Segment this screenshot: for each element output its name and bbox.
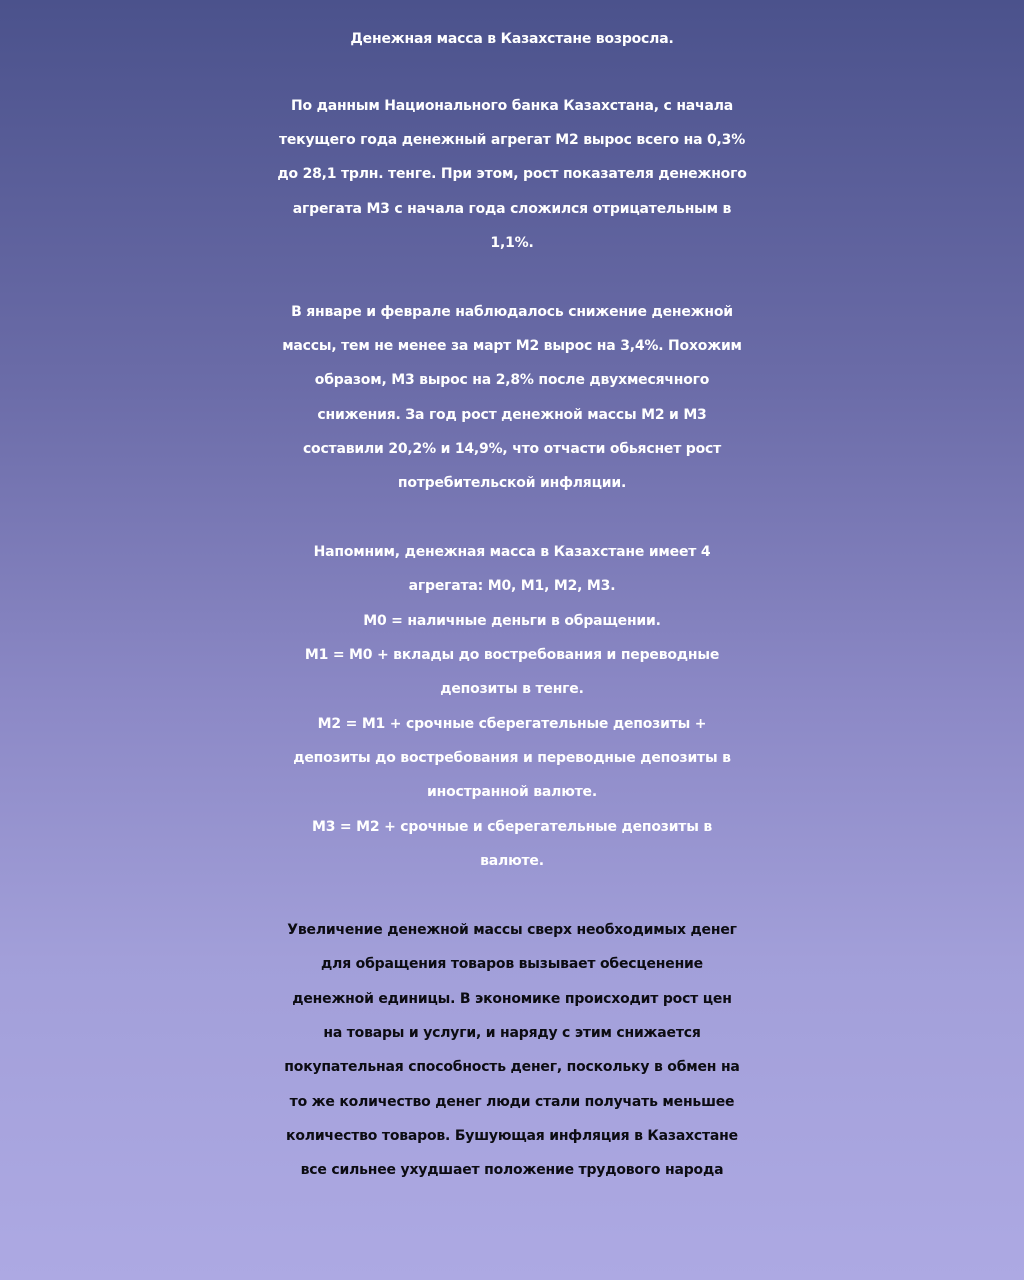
paragraph-2-line: составили 20,2% и 14,9%, что отчасти обьяснет рост [302, 441, 722, 457]
paragraph-3-line: Напомним, денежная масса в Казахстане имеет 4 [313, 544, 711, 560]
paragraph-4-line: Увеличение денежной массы сверх необходимых денег [287, 922, 737, 938]
paragraph-1-line: По данным Национального банка Казахстана, с начала [290, 98, 734, 114]
paragraph-4-line: все сильнее ухудшает положение трудового народа [300, 1162, 724, 1178]
definition-m3-cont: валюте. [480, 853, 544, 869]
definition-m1: М1 = М0 + вклады до востребования и переводные [304, 647, 720, 663]
definition-m1-cont: депозиты в тенге. [440, 681, 584, 697]
paragraph-4-line: денежной единицы. В экономике происходит рост цен [292, 991, 732, 1007]
paragraph-2-line: образом, М3 вырос на 2,8% после двухмесячного [314, 372, 710, 388]
paragraph-1-line: 1,1%. [490, 235, 534, 251]
paragraph-4-line: то же количество денег люди стали получать меньшее [289, 1094, 735, 1110]
paragraph-4-line: на товары и услуги, и наряду с этим снижается [323, 1025, 701, 1041]
definition-m2-cont: иностранной валюте. [427, 784, 597, 800]
paragraph-3-line: агрегата: М0, М1, М2, М3. [408, 578, 616, 594]
definition-m3: М3 = М2 + срочные и сберегательные депозиты в [311, 819, 713, 835]
paragraph-1-line: агрегата М3 с начала года сложился отрицательным в [292, 201, 732, 217]
paragraph-2-line: снижения. За год рост денежной массы М2 и М3 [317, 407, 707, 423]
post-title: Денежная масса в Казахстане возросла. [350, 31, 674, 47]
paragraph-4-line: покупательная способность денег, поскольку в обмен на [284, 1059, 740, 1075]
definition-m2-cont: депозиты до востребования и переводные депозиты в [293, 750, 731, 766]
definition-m2: М2 = М1 + срочные сберегательные депозиты + [317, 716, 707, 732]
paragraph-1-line: текущего года денежный агрегат М2 вырос всего на 0,3% [278, 132, 746, 148]
paragraph-1-line: до 28,1 трлн. тенге. При этом, рост показателя денежного [277, 166, 747, 182]
paragraph-2-line: В январе и феврале наблюдалось снижение денежной [291, 304, 733, 320]
paragraph-2-line: массы, тем не менее за март М2 вырос на 3,4%. Похожим [282, 338, 742, 354]
paragraph-2-line: потребительской инфляции. [397, 475, 627, 491]
definition-m0: М0 = наличные деньги в обращении. [363, 613, 661, 629]
paragraph-4-line: для обращения товаров вызывает обесценение [321, 956, 703, 972]
paragraph-4-line: количество товаров. Бушующая инфляция в Казахстане [286, 1128, 738, 1144]
